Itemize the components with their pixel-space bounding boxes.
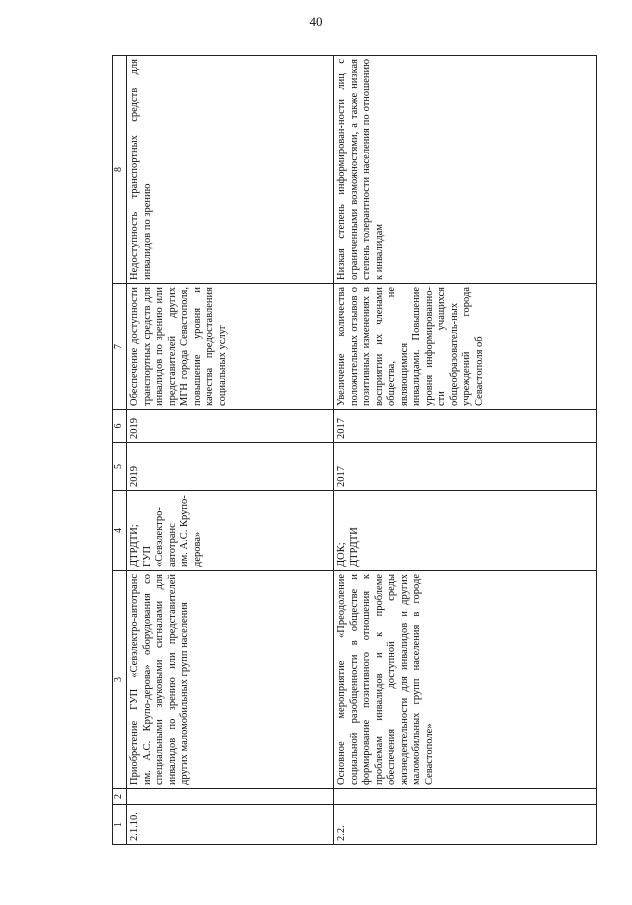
program-table bbox=[112, 55, 597, 845]
rotated-table-container bbox=[112, 55, 612, 845]
item-number: 2.1.10. bbox=[127, 805, 334, 845]
table-row bbox=[334, 56, 597, 845]
executor: ДОК; ДТРДТИ bbox=[334, 491, 597, 571]
header-cell: 2 bbox=[113, 789, 127, 805]
end-year: 2019 bbox=[127, 410, 334, 443]
table-header-row bbox=[113, 56, 127, 845]
expected-result: Увеличение количества положительных отзывов о позитивных изменениях в восприятии их членами общества, не являющимися инвалидами. Повышение уровня информированно-сти учащихся общеобразователь-ных учреждений города Севастополя об bbox=[334, 284, 597, 410]
item-number: 2.2. bbox=[334, 805, 597, 845]
table-row bbox=[127, 56, 334, 845]
header-cell: 6 bbox=[113, 410, 127, 443]
header-cell: 5 bbox=[113, 443, 127, 491]
header-cell: 8 bbox=[113, 56, 127, 284]
executor: ДТРДТИ; ГУП «Севэлектро- автотранс им. А.С. Крупо- дерова» bbox=[127, 491, 334, 571]
end-year: 2017 bbox=[334, 410, 597, 443]
consequence: Недоступность транспортных средств для инвалидов по зрению bbox=[127, 56, 334, 284]
activity-name: Приобретение ГУП «Севэлектро-автотранс им. А.С. Крупо-дерова» оборудования со специальными звуковыми сигналами для инвалидов по зрению или представителей других маломобильных групп населения bbox=[127, 571, 334, 789]
header-cell: 7 bbox=[113, 284, 127, 410]
start-year: 2017 bbox=[334, 443, 597, 491]
header-cell: 4 bbox=[113, 491, 127, 571]
activity-name: Основное мероприятие «Преодоление социальной разобщенности в обществе и формирование позитивного отношения к проблемам инвалидов и к проблеме обеспечения доступной среды жизнедеятельности для инвалидов и других маломобильных групп населения в городе Севастополе» bbox=[334, 571, 597, 789]
expected-result: Обеспечение доступности транспортных средств для инвалидов по зрению или представителей других МГН города Севастополя, повышение уровня и качества предоставления социальных услуг bbox=[127, 284, 334, 410]
consequence: Низкая степень информирован-ности лиц с ограниченными возможностями, а также низкая степень толерантности населения по отношению к инвалидам bbox=[334, 56, 597, 284]
header-cell: 3 bbox=[113, 571, 127, 789]
header-cell: 1 bbox=[113, 805, 127, 845]
start-year: 2019 bbox=[127, 443, 334, 491]
column-2-cell bbox=[127, 789, 334, 805]
page-number: 40 bbox=[309, 14, 323, 29]
column-2-cell bbox=[334, 789, 597, 805]
